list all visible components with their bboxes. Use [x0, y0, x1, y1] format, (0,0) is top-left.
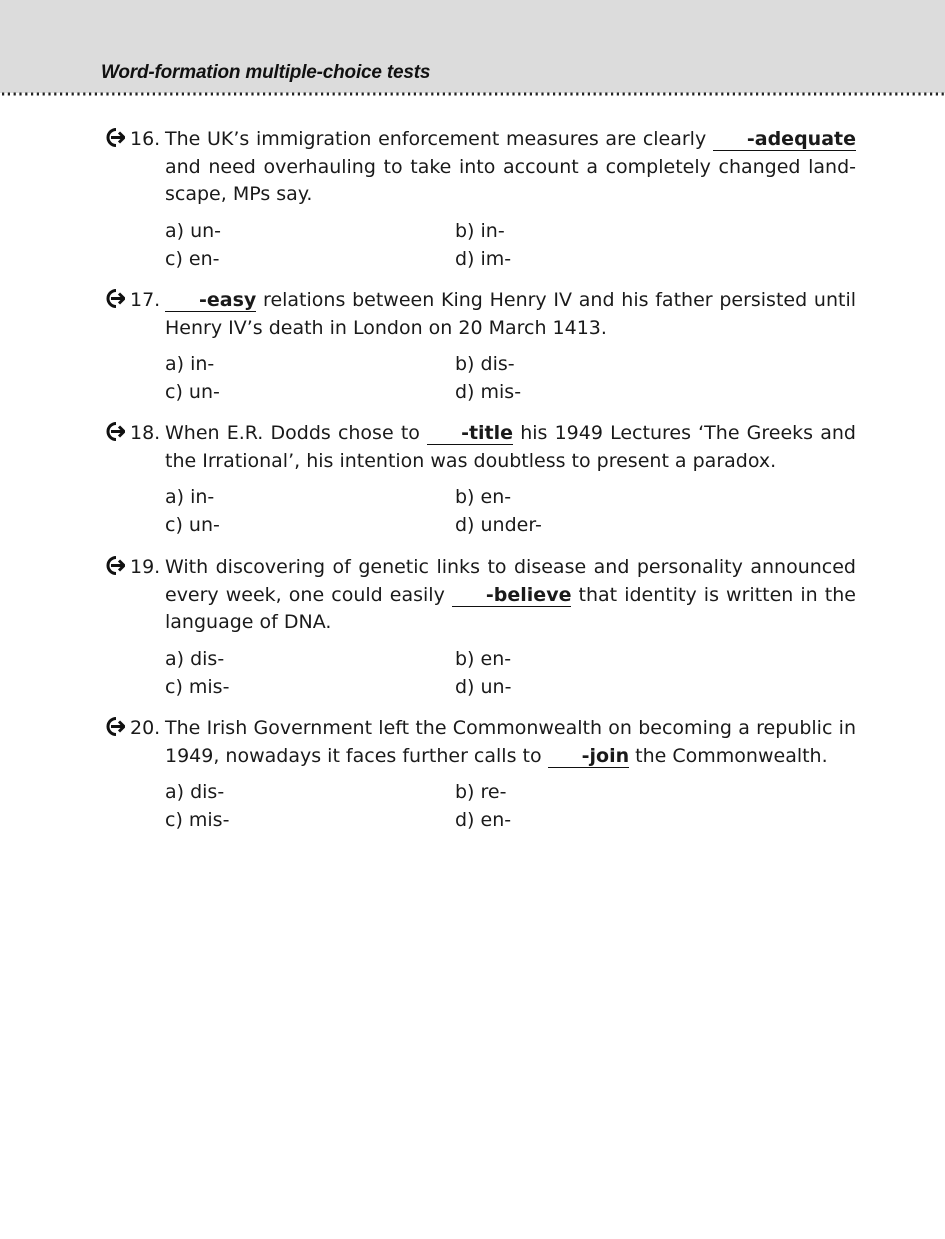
question-text: With discovering of genetic links to disease and personality announced every week, one could easily -believe that identity is written in the language of DNA.	[165, 556, 856, 633]
answer-options	[165, 350, 856, 406]
question-19	[104, 554, 856, 701]
arrow-right-icon	[104, 128, 125, 147]
option-c: c) un-	[165, 381, 220, 403]
question-text: -easy relations between King Henry IV and his father persisted until Henry IV’s death in London on 20 March 1413.	[165, 289, 856, 339]
option-a: a) dis-	[165, 781, 225, 803]
question-text: The Irish Government left the Commonwealth on becoming a republic in 1949, nowadays it faces further calls to -join the Commonwealth.	[165, 717, 856, 767]
question-number: 18.	[130, 422, 161, 444]
question-17	[104, 287, 856, 406]
option-a: a) un-	[165, 219, 222, 242]
question-text: The UK’s immigration enforcement measures are clearly -adequate and need overhauling to take into account a completely changed land-scape, MPs say.	[165, 128, 856, 205]
page-header-title: Word-formation multiple-choice tests	[101, 62, 431, 83]
answer-options	[165, 483, 856, 539]
option-b: b) dis-	[455, 353, 515, 375]
answer-blank: -title	[427, 422, 513, 445]
option-c: c) mis-	[165, 809, 230, 831]
arrow-right-icon	[104, 717, 125, 736]
option-c: c) en-	[165, 247, 220, 270]
arrow-right-icon	[104, 556, 125, 575]
option-b: b) in-	[455, 219, 505, 242]
question-number: 17.	[130, 289, 161, 311]
option-a: a) in-	[165, 353, 215, 375]
option-d: d) un-	[455, 675, 512, 698]
answer-blank: -adequate	[713, 128, 856, 151]
option-d: d) en-	[455, 809, 512, 831]
question-20	[104, 715, 856, 834]
answer-options	[165, 645, 856, 701]
arrow-right-icon	[104, 289, 125, 308]
option-d: d) under-	[455, 514, 542, 536]
answer-options	[165, 778, 856, 834]
option-b: b) en-	[455, 647, 512, 670]
question-number: 19.	[130, 556, 161, 578]
option-c: c) un-	[165, 514, 220, 536]
option-d: d) mis-	[455, 381, 522, 403]
option-c: c) mis-	[165, 675, 230, 698]
option-a: a) dis-	[165, 647, 225, 670]
option-b: b) en-	[455, 486, 512, 508]
question-text: When E.R. Dodds chose to -title his 1949 Lectures ‘The Greeks and the Irrational’, his intention was doubtless to present a paradox.	[165, 422, 856, 472]
option-a: a) in-	[165, 486, 215, 508]
answer-blank: -join	[548, 745, 630, 768]
arrow-right-icon	[104, 422, 125, 441]
answer-options	[165, 217, 856, 273]
question-number: 20.	[130, 717, 161, 739]
option-b: b) re-	[455, 781, 507, 803]
answer-blank: -easy	[165, 289, 256, 312]
question-18	[104, 420, 856, 539]
question-number: 16.	[130, 128, 161, 150]
dotted-divider	[0, 90, 945, 98]
answer-blank: -believe	[452, 584, 572, 607]
option-d: d) im-	[455, 247, 512, 270]
question-16	[104, 126, 856, 273]
